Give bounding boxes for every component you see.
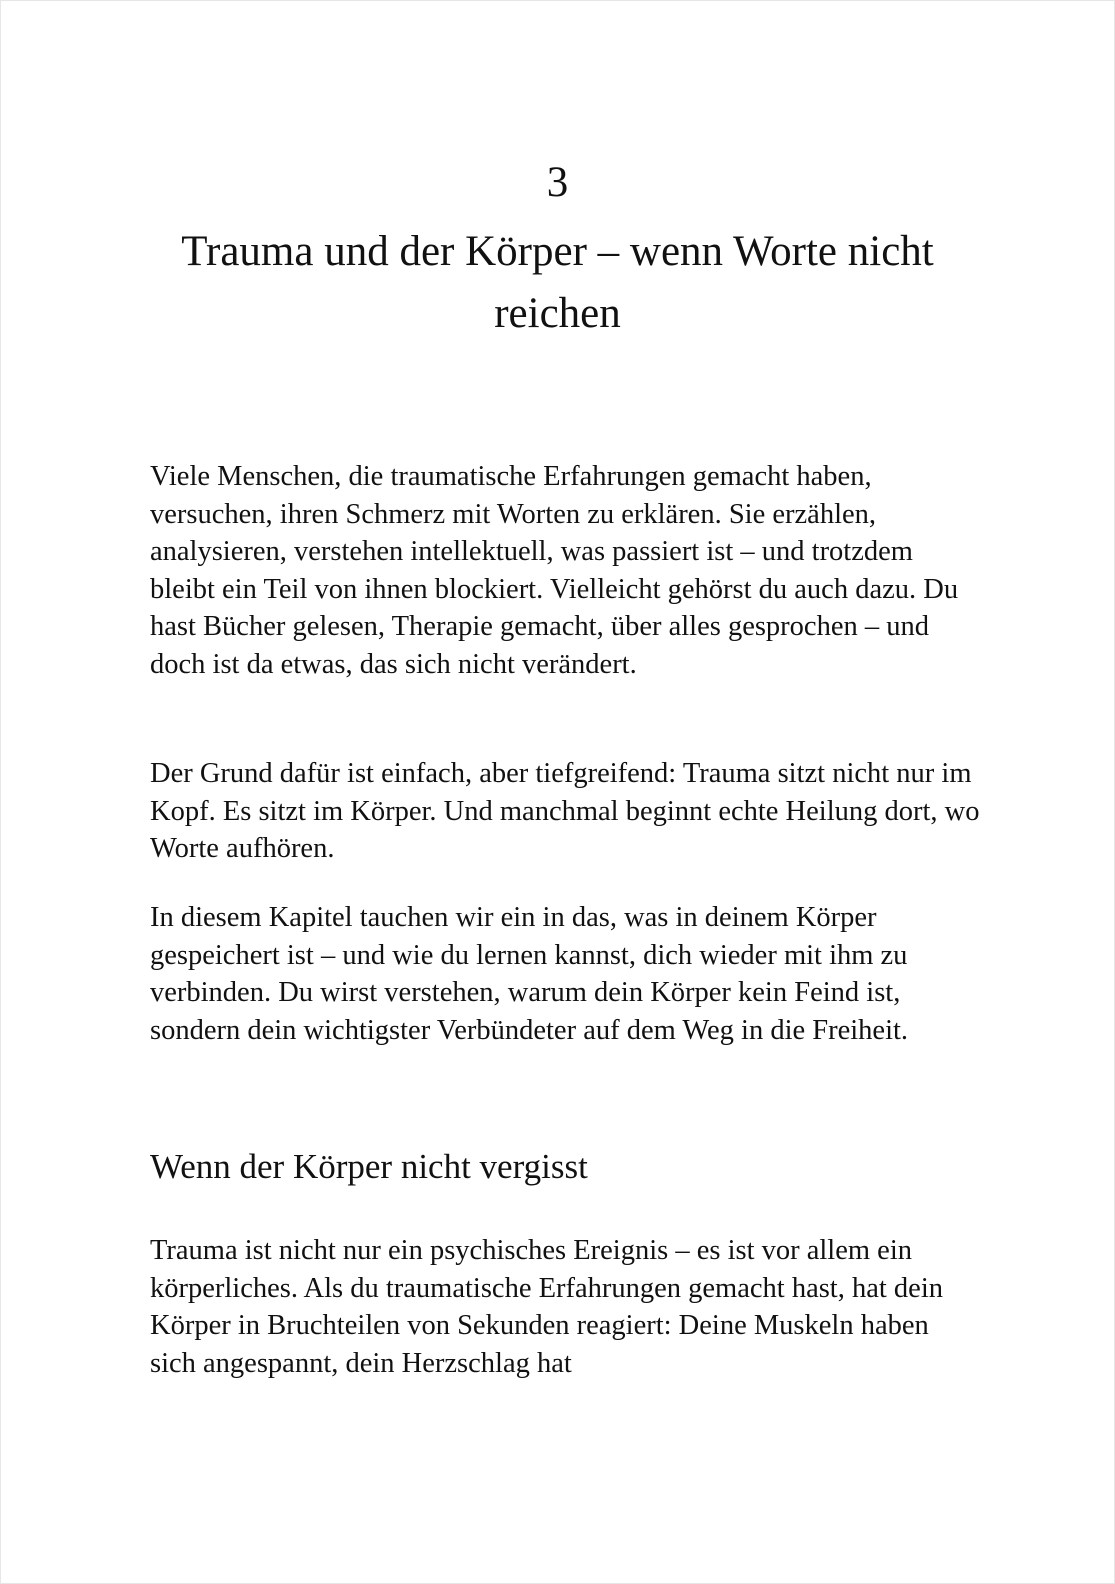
chapter-title: Trauma und der Körper – wenn Worte nicht reichen bbox=[181, 228, 934, 337]
intro-paragraph-1: Viele Menschen, die traumatische Erfahrungen gemacht haben, versuchen, ihren Schmerz mit Worten zu erklären. Sie erzählen, analysieren, verstehen intellektuell, was passiert ist – und trotzdem bleibt ein Teil von ihnen blockiert. Vielleicht gehörst du auch dazu. Du hast Bücher gelesen, Therapie gemacht, über alles gesprochen – und doch ist da etwas, das sich nicht verändert. bbox=[150, 461, 959, 680]
section-heading: Wenn der Körper nicht vergisst bbox=[150, 1147, 588, 1186]
intro-paragraph-3: In diesem Kapitel tauchen wir ein in das, was in deinem Körper gespeichert ist – und wie du lernen kannst, dich wieder mit ihm zu verbinden. Du wirst verstehen, warum dein Körper kein Feind ist, sondern dein wichtigster Verbündeter auf dem Weg in die Freiheit. bbox=[150, 902, 909, 1046]
section-paragraph: Trauma ist nicht nur ein psychisches Ereignis – es ist vor allem ein körperliches. Als du traumatische Erfahrungen gemacht hast, hat dein Körper in Bruchteilen von Sekunden reagiert: Deine Muskeln haben sich angespannt, dein Herzschlag hat bbox=[150, 1235, 943, 1379]
chapter-number: 3 bbox=[546, 159, 569, 206]
intro-paragraph-2: Der Grund dafür ist einfach, aber tiefgreifend: Trauma sitzt nicht nur im Kopf. Es sitzt im Körper. Und manchmal beginnt echte Heilung dort, wo Worte aufhören. bbox=[150, 758, 980, 864]
